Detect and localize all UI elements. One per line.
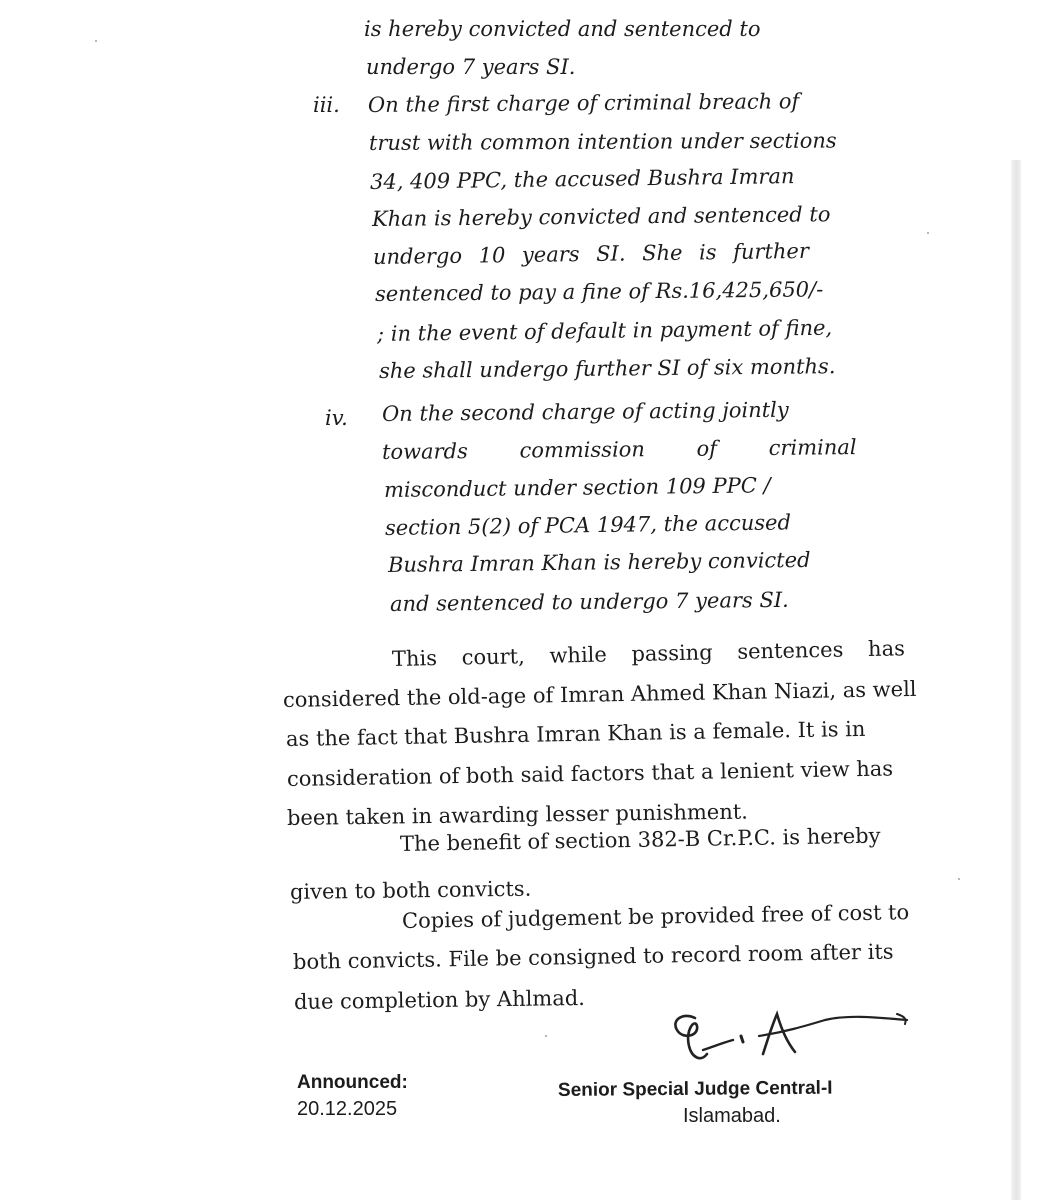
item-iii-line: she shall undergo further SI of six months. [378, 354, 836, 383]
item-iii-line: ; in the event of default in payment of fine, [376, 315, 833, 346]
item-iii-line: On the first charge of criminal breach of [367, 89, 800, 117]
item-iii-line: Khan is hereby convicted and sentenced to [371, 202, 831, 231]
item-iv-line: Bushra Imran Khan is hereby convicted [387, 547, 811, 577]
paragraph-line: due completion by Ahlmad. [293, 985, 586, 1014]
item-iv-line: misconduct under section 109 PPC / [383, 473, 771, 502]
scan-speck [927, 232, 929, 234]
announced-label: Announced: [297, 1072, 408, 1093]
paragraph-line: consideration of both said factors that a lenient view has [286, 756, 894, 791]
paragraph-line: as the fact that Bushra Imran Khan is a female. It is in [285, 716, 866, 751]
paragraph-line: both convicts. File be consigned to record room after its [292, 939, 894, 974]
continuation-line: is hereby convicted and sentenced to [364, 17, 761, 41]
paragraph-line: given to both convicts. [289, 876, 532, 904]
item-numeral: iii. [313, 93, 340, 117]
scan-speck [958, 878, 960, 880]
paragraph-line: Copies of judgement be provided free of cost to [401, 900, 910, 933]
item-numeral: iv. [325, 406, 348, 430]
item-iv-line: On the second charge of acting jointly [381, 397, 789, 426]
item-iv-line: section 5(2) of PCA 1947, the accused [384, 510, 792, 540]
judge-signature [655, 1006, 920, 1076]
paragraph-line: been taken in awarding lesser punishment. [286, 799, 749, 830]
scan-speck [545, 1035, 547, 1037]
item-iv-line: and sentenced to undergo 7 years SI. [389, 587, 789, 616]
judge-title: Senior Special Judge Central-I [557, 1077, 833, 1101]
scan-speck [95, 40, 97, 42]
item-iv-line: towards commission of criminal [381, 435, 857, 464]
item-iii-line: sentenced to pay a fine of Rs.16,425,650/- [374, 277, 824, 306]
judge-location: Islamabad. [683, 1105, 781, 1127]
item-iii-line: trust with common intention under sections [368, 128, 837, 155]
announced-date: 20.12.2025 [297, 1098, 398, 1120]
paragraph-line: This court, while passing sentences has [391, 636, 906, 671]
paragraph-line: The benefit of section 382-B Cr.P.C. is hereby [399, 823, 881, 856]
paragraph-line: considered the old-age of Imran Ahmed Khan Niazi, as well [282, 676, 917, 712]
item-iii-line: undergo 10 years SI. She is further [372, 238, 810, 269]
item-iii-line: 34, 409 PPC, the accused Bushra Imran [369, 164, 795, 194]
continuation-line: undergo 7 years SI. [366, 55, 576, 79]
scan-page-edge [1011, 160, 1021, 1200]
